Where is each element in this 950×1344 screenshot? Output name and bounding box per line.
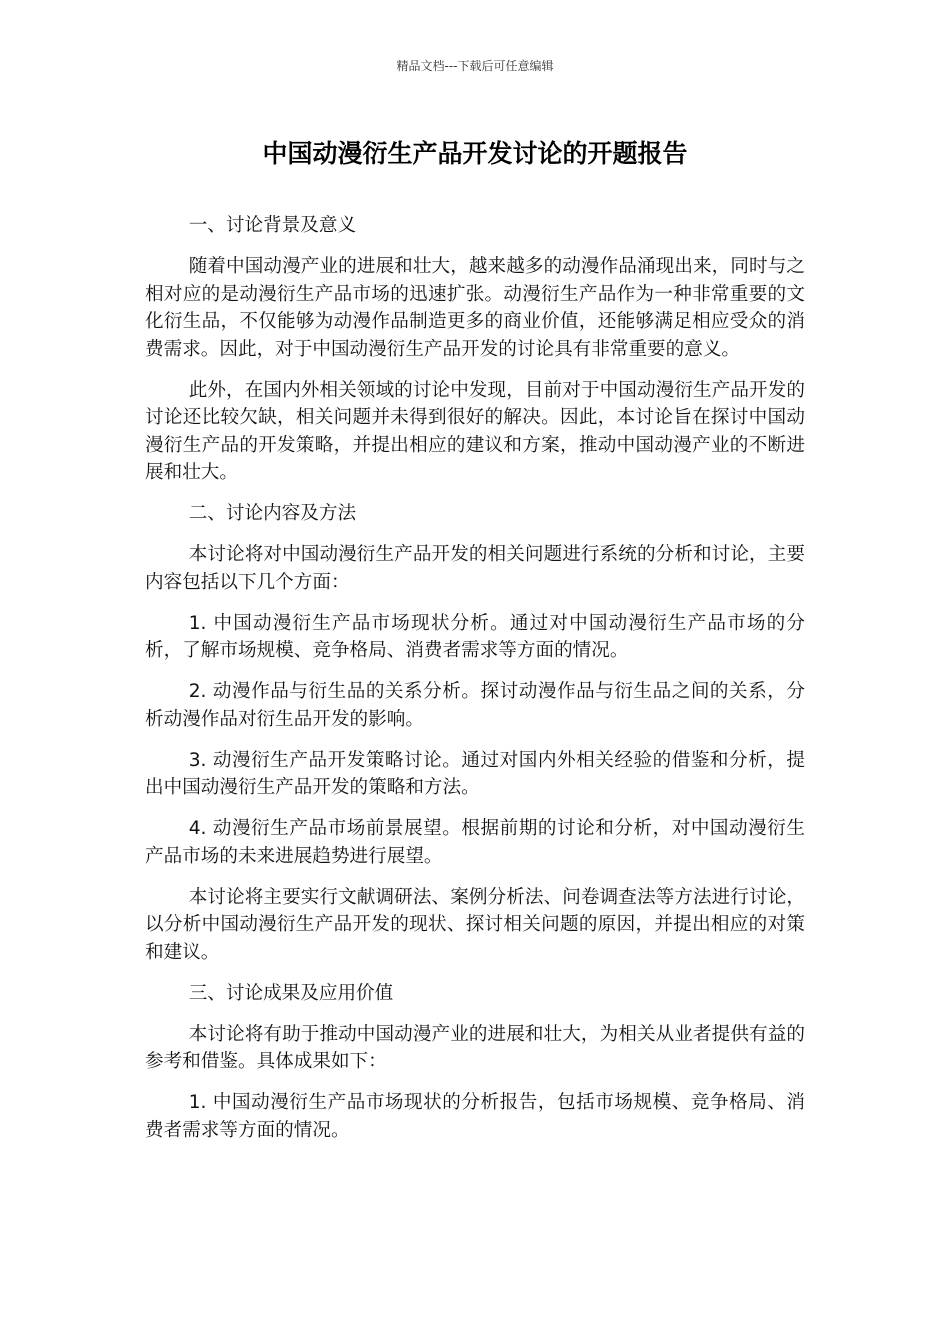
paragraph: 随着中国动漫产业的进展和壮大，越来越多的动漫作品涌现出来，同时与之相对应的是动漫衍生产品市场的迅速扩张。动漫衍生产品作为一种非常重要的文化衍生品，不仅能够为动漫作品制造更多的商业价值，还能够满足相应受众的消费需求。因此，对于中国动漫衍生产品开发的讨论具有非常重要的意义。: [145, 256, 805, 360]
section-heading-background: 一、讨论背景及意义: [188, 215, 357, 236]
header-note: 精品文档---下载后可任意编辑: [396, 59, 554, 73]
list-item: 3. 动漫衍生产品开发策略讨论。通过对国内外相关经验的借鉴和分析，提出中国动漫衍生产品开发的策略和方法。: [145, 749, 805, 798]
paragraph: 此外，在国内外相关领域的讨论中发现，目前对于中国动漫衍生产品开发的讨论还比较欠缺，相关问题并未得到很好的解决。因此，本讨论旨在探讨中国动漫衍生产品的开发策略，并提出相应的建议和方案，推动中国动漫产业的不断进展和壮大。: [145, 379, 805, 483]
list-item: 4. 动漫衍生产品市场前景展望。根据前期的讨论和分析，对中国动漫衍生产品市场的未来进展趋势进行展望。: [145, 818, 805, 867]
paragraph: 本讨论将有助于推动中国动漫产业的进展和壮大，为相关从业者提供有益的参考和借鉴。具体成果如下：: [145, 1023, 805, 1072]
paragraph: 本讨论将对中国动漫衍生产品开发的相关问题进行系统的分析和讨论，主要内容包括以下几个方面：: [145, 544, 805, 593]
paragraph: 本讨论将主要实行文献调研法、案例分析法、问卷调查法等方法进行讨论，以分析中国动漫衍生产品开发的现状、探讨相关问题的原因，并提出相应的对策和建议。: [145, 886, 805, 963]
list-item: 1. 中国动漫衍生产品市场现状分析。通过对中国动漫衍生产品市场的分析，了解市场规模、竞争格局、消费者需求等方面的情况。: [145, 612, 805, 661]
section-heading-content-methods: 二、讨论内容及方法: [188, 503, 357, 524]
document-title: 中国动漫衍生产品开发讨论的开题报告: [262, 139, 688, 168]
document-body: [145, 212, 805, 1158]
section-heading-results-value: 三、讨论成果及应用价值: [188, 982, 394, 1004]
list-item: 2. 动漫作品与衍生品的关系分析。探讨动漫作品与衍生品之间的关系，分析动漫作品对衍生品开发的影响。: [145, 681, 805, 730]
list-item: 1. 中国动漫衍生产品市场现状的分析报告，包括市场规模、竞争格局、消费者需求等方面的情况。: [145, 1092, 805, 1141]
